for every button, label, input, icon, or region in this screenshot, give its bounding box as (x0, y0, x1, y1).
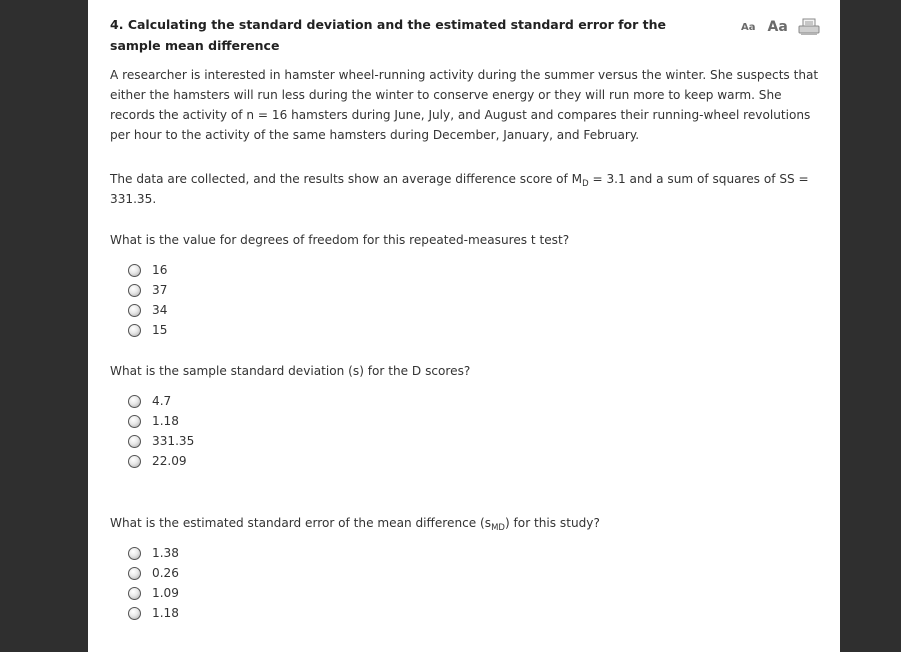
radio-button[interactable] (128, 324, 141, 337)
se-option[interactable] (128, 563, 179, 583)
option-label: 1.18 (152, 414, 179, 428)
data-statement-prefix: The data are collected, and the results show an average difference score of M (110, 172, 583, 186)
option-label: 15 (152, 323, 168, 337)
se-question (110, 513, 822, 533)
printer-icon[interactable] (798, 18, 820, 36)
option-label: 37 (152, 283, 168, 297)
sd-options (128, 391, 194, 471)
radio-button[interactable] (128, 435, 141, 448)
sd-option[interactable] (128, 451, 194, 471)
question-panel (88, 0, 840, 652)
option-label: 0.26 (152, 566, 179, 580)
option-label: 1.38 (152, 546, 179, 560)
question-header (110, 14, 710, 56)
data-statement-rest: = 3.1 and a sum of squares of SS = 331.35. (110, 172, 809, 206)
radio-button[interactable] (128, 587, 141, 600)
radio-button[interactable] (128, 455, 141, 468)
smd-subscript: MD (491, 523, 505, 533)
radio-button[interactable] (128, 284, 141, 297)
option-label: 34 (152, 303, 168, 317)
option-label: 22.09 (152, 454, 187, 468)
option-label: 16 (152, 263, 168, 277)
df-option[interactable] (128, 280, 167, 300)
option-label: 331.35 (152, 434, 195, 448)
df-option[interactable] (128, 320, 167, 340)
se-option[interactable] (128, 583, 179, 603)
radio-button[interactable] (128, 607, 141, 620)
question-number: 4. (110, 17, 124, 32)
radio-button[interactable] (128, 395, 141, 408)
data-statement (110, 169, 822, 209)
option-label: 1.09 (152, 586, 179, 600)
df-options (128, 260, 167, 340)
radio-button[interactable] (128, 304, 141, 317)
df-option[interactable] (128, 300, 167, 320)
text-tools (741, 16, 820, 38)
option-label: 4.7 (152, 394, 172, 408)
sd-option[interactable] (128, 391, 194, 411)
sd-option[interactable] (128, 411, 194, 431)
se-options (128, 543, 179, 623)
sd-question: What is the sample standard deviation (s) for the D scores? (110, 364, 471, 378)
scenario-text: A researcher is interested in hamster wheel-running activity during the summer versus the winter. She suspects that either the hamsters will run less during the winter to conserve energy or they will run more to keep warm. She records the activity of n = 16 hamsters during June, July, and August and compares their running-wheel revolutions per hour to the activity of the same hamsters during December, January, and February. (110, 68, 819, 142)
decrease-font-button[interactable]: Aa (741, 21, 756, 33)
se-question-prefix: What is the estimated standard error of the mean difference (s (110, 516, 492, 530)
radio-button[interactable] (128, 264, 141, 277)
sd-option[interactable] (128, 431, 194, 451)
increase-font-button[interactable]: Aa (767, 19, 788, 35)
option-label: 1.18 (152, 606, 179, 620)
df-question: What is the value for degrees of freedom for this repeated-measures t test? (110, 233, 570, 247)
md-subscript: D (582, 179, 589, 189)
question-title: Calculating the standard deviation and the estimated standard error for the sample mean difference (110, 17, 667, 53)
radio-button[interactable] (128, 547, 141, 560)
df-option[interactable] (128, 260, 167, 280)
radio-button[interactable] (128, 567, 141, 580)
radio-button[interactable] (128, 415, 141, 428)
se-option[interactable] (128, 603, 179, 623)
se-question-suffix: ) for this study? (504, 516, 600, 530)
se-option[interactable] (128, 543, 179, 563)
